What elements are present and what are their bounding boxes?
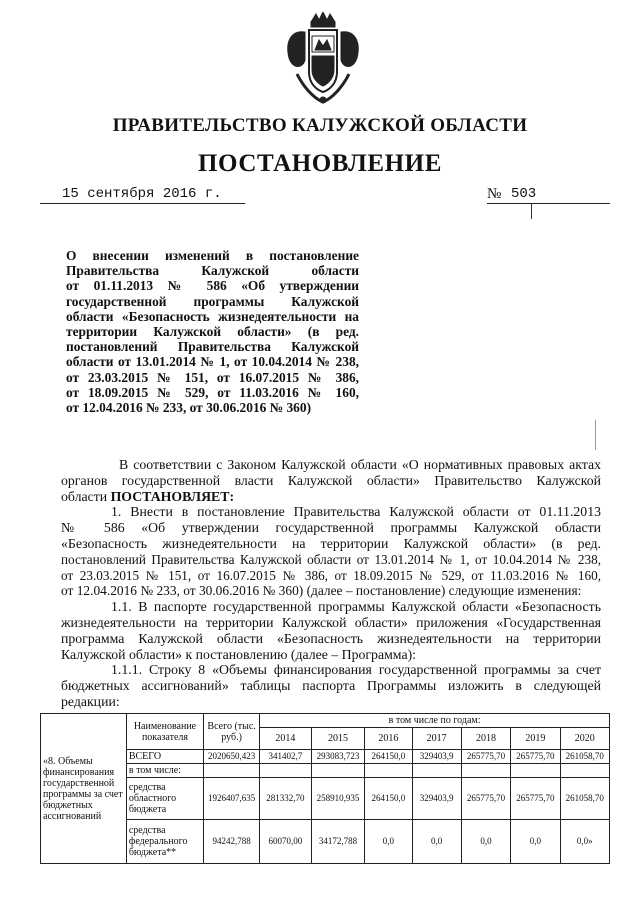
subject-line: области «Безопасность жизнедеятельности на — [66, 308, 359, 324]
body-line: программа Калужской области «Безопасность жизнедеятельности на территории — [61, 630, 601, 646]
column-header: Наименование показателя — [126, 714, 203, 750]
body-line: редакции: — [61, 693, 120, 709]
row-value: 329403,9 — [412, 778, 461, 820]
decree-word: ПОСТАНОВЛЯЕТ: — [110, 488, 235, 504]
margin-mark — [531, 204, 532, 219]
year-header: 2016 — [365, 728, 412, 750]
row-total — [204, 764, 260, 778]
subject-line: от 18.09.2015 № 529, от 11.03.2016 № 160, — [66, 384, 359, 400]
row-value: 265775,70 — [511, 750, 560, 764]
body-line: 1.1.1. Строку 8 «Объемы финансирования государственной программы за счет — [111, 662, 601, 678]
row-value: 329403,9 — [412, 750, 461, 764]
number-underline — [487, 203, 610, 204]
row-value: 34172,788 — [311, 820, 365, 864]
table-row — [41, 764, 610, 778]
document-body — [61, 457, 601, 710]
column-header: Всего (тыс. руб.) — [204, 714, 260, 750]
row-value: 0,0 — [365, 820, 412, 864]
financing-table — [40, 713, 610, 864]
subject-line: от 12.04.2016 № 233, от 30.06.2016 № 360) — [66, 400, 312, 416]
table-row — [41, 750, 610, 764]
year-header: 2020 — [560, 728, 609, 750]
row-name: ВСЕГО — [126, 750, 203, 764]
body-line: 1.1. В паспорте государственной программы Калужской области «Безопасность — [111, 599, 601, 615]
row-total: 1926407,635 — [204, 778, 260, 820]
body-line: бюджетных ассигнований» таблицы паспорта Программы изложить в следующей — [61, 678, 601, 694]
document-number: 503 — [511, 186, 537, 202]
row-name: средства федерального бюджета** — [126, 820, 203, 864]
row-value — [560, 764, 609, 778]
number-label: № — [487, 186, 502, 202]
row-value: 0,0 — [511, 820, 560, 864]
subject-line: территории Калужской области» (в ред. — [66, 324, 359, 340]
row-value — [365, 764, 412, 778]
row-total: 2020650,423 — [204, 750, 260, 764]
subject-line: государственной программы Калужской — [66, 293, 359, 309]
year-header: 2017 — [412, 728, 461, 750]
document-type-title: ПОСТАНОВЛЕНИЕ — [197, 150, 443, 177]
row-value — [311, 764, 365, 778]
body-line: 1. Внести в постановление Правительства Калужской области от 01.11.2013 — [111, 504, 601, 520]
row-value: 341402,7 — [260, 750, 312, 764]
row-value: 264150,0 — [365, 750, 412, 764]
margin-mark — [595, 420, 596, 450]
year-header: 2014 — [260, 728, 312, 750]
row-value: 264150,0 — [365, 778, 412, 820]
body-line: от 23.03.2015 № 151, от 16.07.2015 № 386, от 18.09.2015 № 529, от 11.03.2016 № 160, — [61, 567, 601, 583]
row-value — [511, 764, 560, 778]
row-value: 0,0 — [461, 820, 510, 864]
document-subject — [66, 248, 359, 415]
row-value: 265775,70 — [511, 778, 560, 820]
row-name: в том числе: — [126, 764, 203, 778]
row-value: 258910,935 — [311, 778, 365, 820]
body-line: Калужской области» к постановлению (далее – Программа): — [61, 646, 416, 662]
subject-line: постановлений Правительства Калужской — [66, 339, 359, 355]
body-line: жизнедеятельности на территории Калужской области» приложения «Государственная — [61, 614, 601, 630]
subject-line: от 01.11.2013 № 586 «Об утверждении — [66, 278, 359, 294]
row-total: 94242,788 — [204, 820, 260, 864]
row-value — [412, 764, 461, 778]
year-header: 2019 — [511, 728, 560, 750]
body-line: органов государственной власти Калужской области» Правительство Калужской — [61, 472, 601, 488]
row-value: 281332,70 — [260, 778, 312, 820]
body-line: В соответствии с Законом Калужской области «О нормативных правовых актах — [119, 457, 601, 472]
year-header: 2018 — [461, 728, 510, 750]
row-value — [260, 764, 312, 778]
row-value: 261058,70 — [560, 778, 609, 820]
row-value: 265775,70 — [461, 750, 510, 764]
table-row — [41, 778, 610, 820]
row-value: 261058,70 — [560, 750, 609, 764]
body-line: от 12.04.2016 № 233, от 30.06.2016 № 360) (далее – постановление) следующие изменения: — [61, 583, 582, 599]
year-header: 2015 — [311, 728, 365, 750]
column-group-header: в том числе по годам: — [260, 714, 610, 728]
document-date: 15 сентября 2016 г. — [62, 186, 222, 202]
row-value: 60070,00 — [260, 820, 312, 864]
row-label-cell: «8. Объемы финансирования государственной программы за счет бюджетных ассигнований — [41, 714, 127, 864]
subject-line: от 23.03.2015 № 151, от 16.07.2015 № 386, — [66, 369, 359, 385]
body-text: области — [61, 488, 111, 504]
row-value: 0,0 — [412, 820, 461, 864]
row-name: средства областного бюджета — [126, 778, 203, 820]
row-value: 293083,723 — [311, 750, 365, 764]
row-value: 265775,70 — [461, 778, 510, 820]
body-line: постановлений Правительства Калужской области от 13.01.2014 № 1, от 10.04.2014 № 238, — [61, 551, 601, 567]
subject-line: Правительства Калужской области — [66, 263, 359, 279]
body-line — [61, 489, 601, 505]
subject-line: О внесении изменений в постановление — [66, 248, 359, 263]
date-underline — [40, 203, 245, 204]
subject-line: области от 13.01.2014 № 1, от 10.04.2014 № 238, — [66, 354, 359, 370]
table-row — [41, 820, 610, 864]
body-line: № 586 «Об утверждении государственной программы Калужской области — [61, 520, 601, 536]
coat-of-arms-emblem — [283, 12, 363, 104]
body-line: «Безопасность жизнедеятельности на территории Калужской области» (в ред. — [61, 535, 601, 551]
government-title: ПРАВИТЕЛЬСТВО КАЛУЖСКОЙ ОБЛАСТИ — [112, 115, 528, 136]
row-value — [461, 764, 510, 778]
row-value: 0,0» — [560, 820, 609, 864]
